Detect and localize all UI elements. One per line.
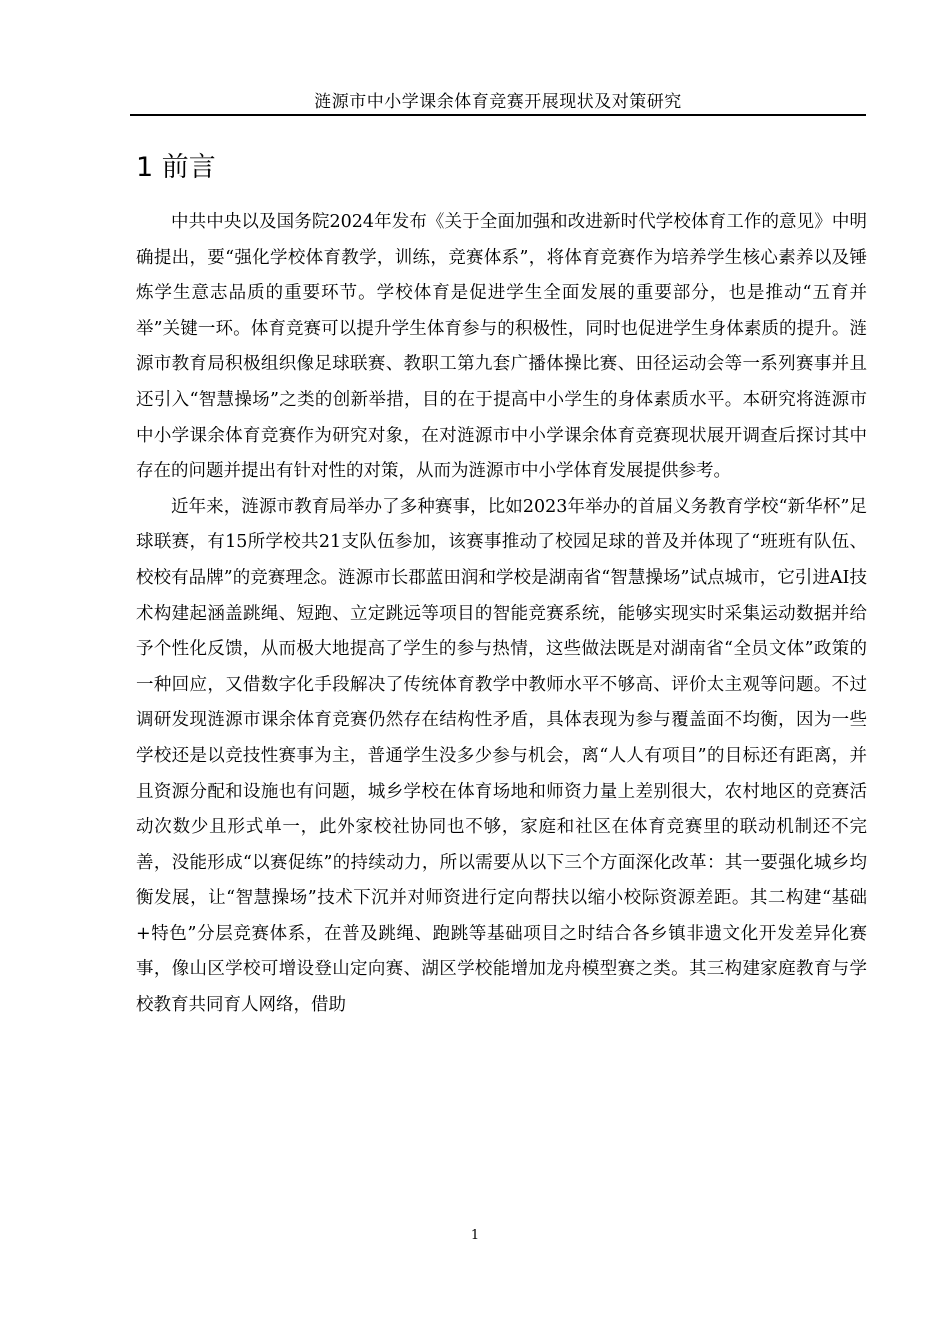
paragraph-1: 中共中央以及国务院2024年发布《关于全面加强和改进新时代学校体育工作的意见》中明确提出，要“强化学校体育教学，训练，竞赛体系”，将体育竞赛作为培养学生核心素养以及锤炼学生意志品质的重要环节。学校体育是促进学生全面发展的重要部分，也是推动“五育并举”关键一环。体育竞赛可以提升学生体育参与的积极性，同时也促进学生身体素质的提升。涟源市教育局积极组织像足球联赛、教职工第九套广播体操比赛、田径运动会等一系列赛事并且还引入“智慧操场”之类的创新举措，目的在于提高中小学生的身体素质水平。本研究将涟源市中小学课余体育竞赛作为研究对象，在对涟源市中小学课余体育竞赛现状展开调查后探讨其中存在的问题并提出有针对性的对策，从而为涟源市中小学体育发展提供参考。 <box>136 212 867 482</box>
page-number: 1 <box>470 1228 480 1243</box>
body-text <box>136 205 867 1024</box>
paragraph-2: 近年来，涟源市教育局举办了多种赛事，比如2023年举办的首届义务教育学校“新华杯”足球联赛，有15所学校共21支队伍参加，该赛事推动了校园足球的普及并体现了“班班有队伍、校校有品牌”的竞赛理念。涟源市长郡蓝田润和学校是湖南省“智慧操场”试点城市，它引进AI技术构建起涵盖跳绳、短跑、立定跳远等项目的智能竞赛系统，能够实现实时采集运动数据并给予个性化反馈，从而极大地提高了学生的参与热情，这些做法既是对湖南省“全员文体”政策的一种回应，又借数字化手段解决了传统体育教学中教师水平不够高、评价太主观等问题。不过调研发现涟源市课余体育竞赛仍然存在结构性矛盾，具体表现为参与覆盖面不均衡，因为一些学校还是以竞技性赛事为主，普通学生没多少参与机会，离“人人有项目”的目标还有距离，并且资源分配和设施也有问题，城乡学校在体育场地和师资力量上差别很大，农村地区的竞赛活动次数少且形式单一，此外家校社协同也不够，家庭和社区在体育竞赛里的联动机制还不完善，没能形成“以赛促练”的持续动力，所以需要从以下三个方面深化改革：其一要强化城乡均衡发展，让“智慧操场”技术下沉并对师资进行定向帮扶以缩小校际资源差距。其二构建“基础+特色”分层竞赛体系，在普及跳绳、跑跳等基础项目之时结合各乡镇非遗文化开发差异化赛事，像山区学校可增设登山定向赛、湖区学校能增加龙舟模型赛之类。其三构建家庭教育与学校教育共同育人网络，借助 <box>136 496 867 1016</box>
running-header: 涟源市中小学课余体育竞赛开展现状及对策研究 <box>314 92 682 112</box>
header-rule <box>130 114 866 116</box>
section-heading: 1 前言 <box>136 152 216 183</box>
